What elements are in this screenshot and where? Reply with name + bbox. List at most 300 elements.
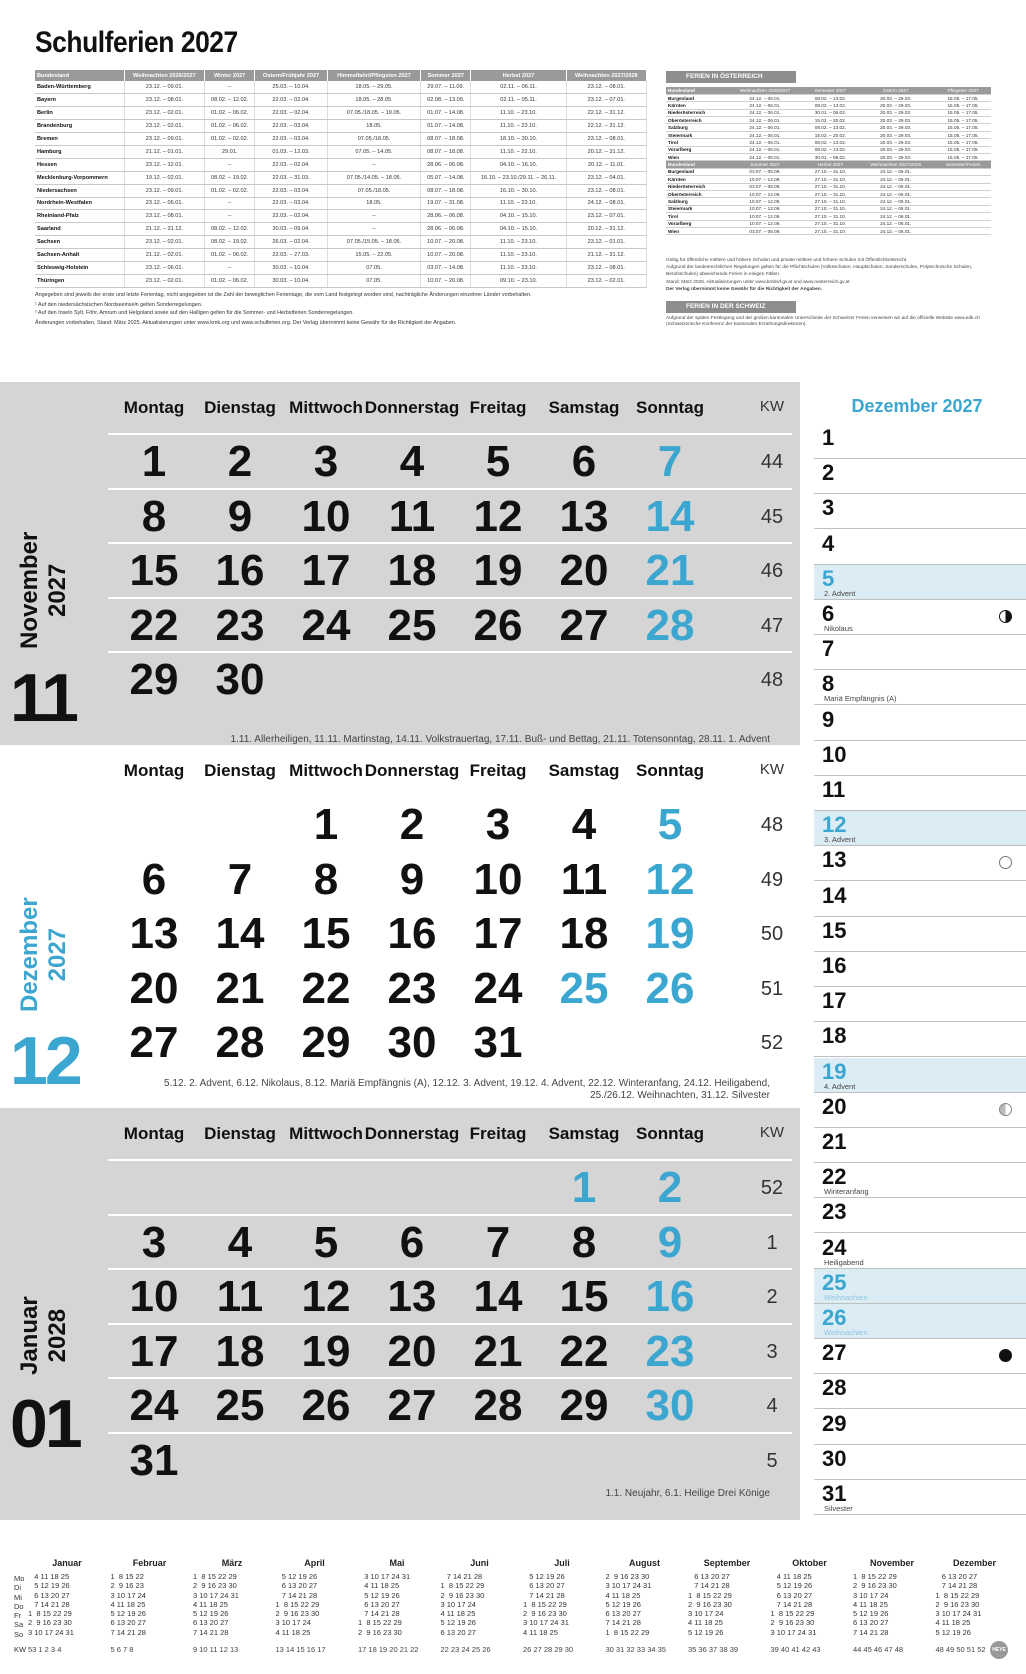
day-21: 21 xyxy=(473,1326,523,1376)
table-cell: 10.07. – 12.09. xyxy=(726,220,805,227)
december-day-row xyxy=(814,1269,1026,1304)
december-day-row xyxy=(814,1234,1026,1269)
weekday-header: Sonntag xyxy=(636,761,704,780)
table-cell: 20.03. – 29.03. xyxy=(856,94,935,101)
table-cell: 23.12. – 09.01. xyxy=(124,184,204,197)
day-27: 27 xyxy=(129,1018,179,1067)
december-day-number: 2 xyxy=(822,460,835,486)
mini-month-row: 7 14 21 28 xyxy=(28,1599,70,1609)
table-cell: 22.03. – 03.04. xyxy=(255,197,328,210)
day-3: 3 xyxy=(313,437,339,486)
table-cell: 24.12. – 06.01. xyxy=(726,109,805,116)
table-cell: 08.02. – 13.02. xyxy=(805,124,857,131)
austria-heading: FERIEN IN ÖSTERREICH xyxy=(666,71,796,83)
table-cell: 23.12. – 08.01. xyxy=(124,94,204,107)
mini-month-row: 5 12 19 26 xyxy=(110,1609,146,1619)
december-day-label: Winteranfang xyxy=(824,1187,869,1197)
december-day-row xyxy=(814,1480,1026,1515)
day-9: 9 xyxy=(657,1217,683,1267)
mini-month-row: 3 10 17 24 31 xyxy=(193,1590,239,1600)
december-day-number: 30 xyxy=(822,1445,847,1471)
month-year-text: 2027 xyxy=(44,563,71,618)
mini-month-row: 1 8 15 22 xyxy=(110,1572,144,1581)
row-divider xyxy=(108,1214,792,1216)
mini-month-row: 1 8 15 22 29 xyxy=(935,1590,980,1600)
mini-month-row: 3 10 17 24 xyxy=(440,1599,476,1609)
austria-note-1: Gültig für öffentliche mittlere und höhere Schulen und private mittlere und höhere Schulen mit Öffentlichkeitsrecht. xyxy=(666,258,908,263)
table-cell: Sachsen xyxy=(35,236,124,249)
table-cell: 08.02. – 12.02. xyxy=(205,223,255,236)
day-4: 4 xyxy=(399,437,425,486)
december-day-number: 4 xyxy=(822,530,835,556)
mini-month-row: 3 10 17 24 31 xyxy=(358,1572,411,1581)
table-cell: 08.07. – 18.08. xyxy=(421,184,471,197)
mini-month-row: 2 9 16 23 30 xyxy=(853,1581,897,1591)
week-number: 44 xyxy=(760,451,784,473)
day-31: 31 xyxy=(473,1018,523,1067)
mini-month-row: 4 11 18 25 xyxy=(688,1618,723,1628)
table-cell: 15.05. – 17.05. xyxy=(935,154,991,161)
day-27: 27 xyxy=(387,1381,437,1430)
weekday-header: Donnerstag xyxy=(364,1124,460,1143)
table-row xyxy=(35,223,647,236)
weekday-header: Dienstag xyxy=(204,761,276,780)
table-cell xyxy=(935,227,991,234)
table-cell: 22.12. – 31.12. xyxy=(566,120,646,133)
table-cell: 24.12. – 06.01. xyxy=(726,102,805,109)
day-19: 19 xyxy=(301,1326,351,1376)
mini-month-row: 4 11 18 25 xyxy=(110,1599,146,1609)
mini-month-kw: 53 1 2 3 4 xyxy=(28,1645,62,1654)
day-26: 26 xyxy=(301,1381,351,1430)
table-cell: 22.03. – 02.04. xyxy=(255,158,328,171)
table-cell: 07.05. – 14.05. xyxy=(327,145,420,158)
mini-month-row: 5 12 19 26 xyxy=(358,1590,400,1600)
december-day-row xyxy=(814,565,1026,600)
table-row xyxy=(666,109,991,116)
month-name xyxy=(16,897,72,1012)
table-cell: 10.07. – 12.09. xyxy=(726,205,805,212)
mini-month-row: 6 13 20 27 xyxy=(853,1618,889,1628)
table-cell: Niederösterreich xyxy=(666,109,726,116)
mini-month-row: 1 8 15 22 29 xyxy=(28,1609,72,1619)
december-day-label: 4. Advent xyxy=(824,1081,856,1091)
december-day-row xyxy=(814,1022,1026,1057)
day-9: 9 xyxy=(399,854,425,904)
table-cell: 15.02. – 20.02. xyxy=(805,131,857,138)
december-day-row xyxy=(814,1374,1026,1409)
mini-month-row: 6 13 20 27 xyxy=(28,1590,70,1600)
day-12: 12 xyxy=(473,491,523,541)
table-cell: 04.10. – 15.10. xyxy=(471,223,566,236)
table-cell: Steiermark xyxy=(666,205,726,212)
table-cell: 07.05. xyxy=(327,261,420,274)
table-cell: 11.10. – 23.10. xyxy=(471,261,566,274)
column-header: Weihnachten 2027/2028 xyxy=(566,70,646,81)
week-number: 45 xyxy=(760,505,784,528)
week-number: 1 xyxy=(766,1231,778,1254)
december-day-row xyxy=(814,1093,1026,1128)
mini-month-title: November xyxy=(869,1558,914,1568)
table-row xyxy=(35,249,647,262)
table-row xyxy=(666,124,991,131)
day-8: 8 xyxy=(141,491,167,541)
table-cell: 20.03. – 29.03. xyxy=(856,102,935,109)
kw-header: KW xyxy=(759,1124,785,1141)
table-cell: Nordrhein-Westfalen xyxy=(35,197,124,210)
year-weekday-label: Mi xyxy=(14,1592,22,1602)
last-quarter-moon-icon xyxy=(999,1103,1012,1116)
day-18: 18 xyxy=(559,909,609,958)
month-year-text: 2027 xyxy=(44,927,71,982)
december-day-number: 6 xyxy=(822,601,835,626)
table-cell: 02.11. – 05.11. xyxy=(471,94,566,107)
table-cell: 10.07. – 20.08. xyxy=(421,249,471,262)
day-9: 9 xyxy=(227,491,253,541)
table-row xyxy=(666,205,991,212)
year-weekday-label: Sa xyxy=(14,1620,24,1630)
day-3: 3 xyxy=(485,800,511,849)
mini-month-row: 2 9 16 23 30 xyxy=(523,1609,567,1619)
table-cell: 07.05./15.05. – 18.05. xyxy=(327,236,420,249)
mini-month-row: 5 12 19 26 xyxy=(440,1618,476,1628)
column-header: Sommer 2027 xyxy=(726,161,805,168)
day-8: 8 xyxy=(571,1217,597,1267)
day-28: 28 xyxy=(473,1381,523,1430)
day-5: 5 xyxy=(313,1217,339,1267)
table-cell: 27.10. – 31.10. xyxy=(805,205,857,212)
mini-month-kw: 9 10 11 12 13 xyxy=(193,1645,239,1654)
column-header: Weihnachten 2026/2027 xyxy=(726,87,805,94)
table-cell: 01.02. – 02.02. xyxy=(205,133,255,146)
december-day-row xyxy=(814,635,1026,670)
mini-month-kw: 5 6 7 8 xyxy=(110,1645,134,1654)
mini-month-row: 2 9 16 23 30 xyxy=(358,1627,402,1637)
mini-month-kw: 48 49 50 51 52 xyxy=(935,1645,986,1654)
column-header: Semester/Ferien xyxy=(935,161,991,168)
month-block-januar xyxy=(0,1108,800,1520)
mini-month-row: 4 11 18 25 xyxy=(358,1581,400,1591)
table-cell: 01.07. – 14.08. xyxy=(421,107,471,120)
table-cell: 20.03. – 29.03. xyxy=(856,117,935,124)
day-24: 24 xyxy=(129,1381,179,1430)
december-day-row xyxy=(814,811,1026,846)
holidays-note-4: Änderungen vorbehalten. Stand: März 2025. Aktualisierungen unter www.kmk.org und www.schulferien.org. Der Verlag übernimmt keine Gewähr für die Richtigkeit der Angaben. xyxy=(35,320,457,326)
row-divider xyxy=(108,1323,792,1325)
mini-month-title: Februar xyxy=(132,1558,167,1568)
mini-month-title: September xyxy=(703,1558,751,1568)
table-cell: Niedersachsen xyxy=(35,184,124,197)
day-8: 8 xyxy=(313,854,339,904)
table-cell: 11.10. – 23.10. xyxy=(471,236,566,249)
table-cell: 24.12. – 06.01. xyxy=(856,205,935,212)
table-cell: 24.12. – 06.01. xyxy=(856,168,935,175)
kw-header: KW xyxy=(759,398,785,415)
week-number: 4 xyxy=(766,1395,778,1417)
mini-month-title: Januar xyxy=(52,1558,82,1568)
table-cell: 20.12. – 31.12. xyxy=(566,223,646,236)
day-7: 7 xyxy=(485,1217,511,1267)
switzerland-heading: FERIEN IN DER SCHWEIZ xyxy=(666,301,796,313)
table-cell: 23.12. – 06.01. xyxy=(124,197,204,210)
table-row xyxy=(35,261,647,274)
table-row xyxy=(666,220,991,227)
mini-month-row: 1 8 15 22 29 xyxy=(275,1599,320,1609)
table-cell: Brandenburg xyxy=(35,120,124,133)
holiday-line: 1.1. Neujahr, 6.1. Heilige Drei Könige xyxy=(605,1488,770,1499)
row-divider xyxy=(108,488,792,490)
day-4: 4 xyxy=(571,800,597,849)
day-19: 19 xyxy=(645,909,695,958)
mini-month-row: 5 12 19 26 xyxy=(935,1627,971,1637)
table-cell: 27.10. – 31.10. xyxy=(805,220,857,227)
december-day-row xyxy=(814,1410,1026,1445)
year-kw-label: KW xyxy=(14,1645,27,1654)
table-cell: 11.10. – 23.10. xyxy=(471,197,566,210)
table-cell: 25.03. – 10.04. xyxy=(255,81,328,94)
mini-month-row: 4 11 18 25 xyxy=(523,1627,558,1637)
table-cell: 01.03. – 12.03. xyxy=(255,145,328,158)
mini-month-row: 4 11 18 25 xyxy=(193,1599,228,1609)
table-cell: 20.03. – 29.03. xyxy=(856,131,935,138)
holiday-line: 5.12. 2. Advent, 6.12. Nikolaus, 8.12. Mariä Empfängnis (A), 12.12. 3. Advent, 19.12. 4. Advent, 22.12. Winteranfang, 24.12. Heiligabend, 25./26.12. Weihnachten, 31.12. Silvester xyxy=(164,1078,770,1101)
table-cell: 21.12. – 01.01. xyxy=(124,145,204,158)
page-title: Schulferien 2027 xyxy=(35,26,238,59)
table-cell: 24.12. – 06.01. xyxy=(856,190,935,197)
december-day-number: 13 xyxy=(822,847,847,873)
table-cell: Rheinland-Pfalz xyxy=(35,210,124,223)
table-cell: Saarland xyxy=(35,223,124,236)
table-cell: 30.01. – 06.02. xyxy=(805,109,857,116)
table-cell: Baden-Württemberg xyxy=(35,81,124,94)
mini-month-row: 4 11 18 25 xyxy=(853,1599,888,1609)
mini-month-row: 6 13 20 27 xyxy=(605,1609,641,1619)
december-day-label: Mariä Empfängnis (A) xyxy=(824,694,897,704)
table-cell: 27.10. – 31.10. xyxy=(805,176,857,183)
mini-month-title: Juli xyxy=(554,1558,570,1568)
table-cell: 23.12. – 02.01. xyxy=(566,274,646,287)
table-cell: Burgenland xyxy=(666,168,726,175)
december-day-row xyxy=(814,1339,1026,1374)
day-15: 15 xyxy=(129,546,179,595)
december-day-number: 7 xyxy=(822,636,835,662)
table-cell: 15.05. – 17.05. xyxy=(935,146,991,153)
table-row xyxy=(666,227,991,234)
day-23: 23 xyxy=(645,1326,695,1376)
table-row xyxy=(35,120,647,133)
december-day-row xyxy=(814,882,1026,917)
publisher-logo: HEYE xyxy=(990,1641,1008,1659)
row-divider xyxy=(108,542,792,544)
mini-month-title: Oktober xyxy=(792,1558,827,1568)
day-14: 14 xyxy=(215,909,265,958)
mini-month-title: August xyxy=(629,1558,660,1568)
mini-month-row: 5 12 19 26 xyxy=(688,1627,724,1637)
december-day-row xyxy=(814,952,1026,987)
mini-month-row: 6 13 20 27 xyxy=(193,1618,229,1628)
december-day-row xyxy=(814,1198,1026,1233)
table-cell xyxy=(935,183,991,190)
row-divider xyxy=(108,1377,792,1379)
month-number: 01 xyxy=(10,1386,80,1462)
table-cell: Salzburg xyxy=(666,198,726,205)
table-cell: 16.10. – 23.10./29.11. – 26.11. xyxy=(471,171,566,184)
full-moon-icon xyxy=(999,856,1012,869)
table-row xyxy=(35,184,647,197)
austria-holidays-table xyxy=(666,87,991,235)
weekday-header: Samstag xyxy=(548,398,620,417)
day-25: 25 xyxy=(387,600,437,650)
weekday-header: Freitag xyxy=(469,761,527,780)
day-2: 2 xyxy=(657,1163,683,1212)
december-day-row xyxy=(814,459,1026,494)
table-cell: 20.03. – 29.03. xyxy=(856,109,935,116)
table-cell: 10.07. – 20.08. xyxy=(421,274,471,287)
table-cell: 01.07. – 14.08. xyxy=(421,120,471,133)
mini-month-row: 3 10 17 24 31 xyxy=(935,1609,982,1619)
mini-month-row: 3 10 17 24 31 xyxy=(605,1581,652,1591)
december-day-number: 9 xyxy=(822,706,835,732)
table-cell xyxy=(935,213,991,220)
table-cell: 27.10. – 31.10. xyxy=(805,190,857,197)
table-row xyxy=(35,171,647,184)
column-header: Bundesland xyxy=(35,70,124,81)
table-header xyxy=(35,70,647,81)
mini-month-row: 5 12 19 26 xyxy=(523,1572,565,1581)
row-divider xyxy=(108,851,792,853)
table-cell: 15.05. – 17.05. xyxy=(935,124,991,131)
table-cell xyxy=(935,198,991,205)
day-24: 24 xyxy=(301,600,351,650)
day-16: 16 xyxy=(387,909,437,958)
table-row xyxy=(666,117,991,124)
week-number: 49 xyxy=(760,868,784,891)
table-cell: – xyxy=(327,158,420,171)
december-day-column xyxy=(808,382,1026,1520)
table-cell: 27.10. – 31.10. xyxy=(805,198,857,205)
day-2: 2 xyxy=(227,437,253,486)
table-cell: 20.03. – 29.03. xyxy=(856,139,935,146)
december-day-number: 19 xyxy=(822,1058,847,1084)
table-cell: 23.12. – 08.01. xyxy=(124,210,204,223)
table-cell: 24.12. – 06.01. xyxy=(726,131,805,138)
day-17: 17 xyxy=(301,546,351,595)
table-row xyxy=(35,107,647,120)
table-cell: 08.02. – 19.02. xyxy=(205,171,255,184)
december-day-row xyxy=(814,670,1026,705)
table-cell: Vorarlberg xyxy=(666,146,726,153)
day-20: 20 xyxy=(387,1326,437,1376)
first-quarter-moon-icon xyxy=(999,610,1012,623)
holiday-line: 1.11. Allerheiligen, 11.11. Martinstag, 14.11. Volkstrauertag, 17.11. Buß- und Bettag, 21.11. Totensonntag, 28.11. 1. Advent xyxy=(230,734,770,745)
table-cell: Burgenland xyxy=(666,94,726,101)
table-cell: 15.05. – 17.05. xyxy=(935,102,991,109)
mini-month-row: 1 8 15 22 29 xyxy=(770,1609,815,1619)
table-cell: 01.02. – 06.02. xyxy=(205,274,255,287)
day-25: 25 xyxy=(215,1381,265,1430)
month-name-text: November xyxy=(16,531,43,649)
day-23: 23 xyxy=(215,600,265,650)
day-29: 29 xyxy=(559,1381,609,1430)
table-cell xyxy=(935,176,991,183)
column-header: Weihnachten 2027/2028 xyxy=(856,161,935,168)
table-row xyxy=(666,154,991,161)
mini-month-row: 1 8 15 22 29 xyxy=(853,1572,897,1581)
december-day-label: Nikolaus xyxy=(824,624,853,633)
mini-month-august xyxy=(605,1558,684,1654)
day-14: 14 xyxy=(645,491,695,541)
table-cell: 04.10. – 15.10. xyxy=(471,210,566,223)
weekday-header: Donnerstag xyxy=(364,761,460,780)
mini-month-row: 7 14 21 28 xyxy=(358,1609,400,1619)
table-cell: 26.03. – 02.04. xyxy=(255,236,328,249)
table-cell: 08.02. – 13.02. xyxy=(805,94,857,101)
table-cell: Hessen xyxy=(35,158,124,171)
day-18: 18 xyxy=(215,1326,265,1376)
day-6: 6 xyxy=(571,437,597,486)
table-cell: – xyxy=(205,81,255,94)
december-day-row xyxy=(814,530,1026,565)
table-cell: 20.03. – 29.03. xyxy=(856,154,935,161)
day-7: 7 xyxy=(657,437,683,486)
december-day-number: 12 xyxy=(822,812,847,838)
column-header: Bundesland xyxy=(666,87,726,94)
mini-month-row: 4 11 18 25 xyxy=(605,1590,641,1600)
weekday-header: Sonntag xyxy=(636,1124,704,1143)
day-1: 1 xyxy=(313,800,339,849)
december-day-number: 29 xyxy=(822,1410,847,1436)
day-22: 22 xyxy=(301,963,351,1013)
year-weekday-label: Mo xyxy=(14,1574,25,1583)
austria-note-4: Stand: März 2025. Aktualisierungen unter www.bmbwf.gv.at und www.oesterreich.gv.at xyxy=(666,280,850,285)
table-cell: 08.07. – 18.08. xyxy=(421,133,471,146)
mini-month-kw: 35 36 37 38 39 xyxy=(688,1645,739,1654)
mini-month-title: Juni xyxy=(470,1558,489,1568)
day-29: 29 xyxy=(301,1018,351,1067)
mini-month-row: 1 8 15 22 29 xyxy=(358,1618,402,1628)
mini-month-row: 5 12 19 26 xyxy=(28,1581,70,1591)
mini-month-row: 6 13 20 27 xyxy=(523,1581,565,1591)
table-cell: 23.12. – 09.01. xyxy=(124,133,204,146)
december-day-number: 5 xyxy=(822,565,835,591)
mini-month-row: 2 9 16 23 30 xyxy=(605,1572,650,1581)
mini-month-row: 2 9 16 23 30 xyxy=(688,1599,732,1609)
school-holidays-section xyxy=(0,0,1026,382)
mini-month-row: 2 9 16 23 30 xyxy=(275,1609,320,1619)
table-cell: 16.10. – 30.10. xyxy=(471,184,566,197)
december-day-row xyxy=(814,1304,1026,1339)
mini-month-row: 1 8 15 22 29 xyxy=(605,1627,650,1637)
december-day-row xyxy=(814,846,1026,881)
weekday-header: Samstag xyxy=(548,1124,620,1143)
december-day-label: Weihnachten xyxy=(824,1292,868,1302)
mini-month-row: 4 11 18 25 xyxy=(770,1572,812,1581)
table-cell: 23.12. – 06.01. xyxy=(124,261,204,274)
table-cell: 10.07. – 12.09. xyxy=(726,198,805,205)
mini-month-september xyxy=(688,1558,766,1654)
december-day-number: 31 xyxy=(822,1481,847,1506)
december-day-label: Weihnachten xyxy=(824,1328,868,1337)
table-cell: – xyxy=(327,210,420,223)
weekday-header: Montag xyxy=(123,761,185,780)
table-cell: Hamburg xyxy=(35,145,124,158)
month-name-text: Januar xyxy=(16,1296,43,1375)
day-16: 16 xyxy=(645,1272,695,1321)
table-cell: Wien xyxy=(666,154,726,161)
day-12: 12 xyxy=(301,1272,351,1321)
table-cell: 02.08. – 13.09. xyxy=(421,94,471,107)
mini-month-oktober xyxy=(770,1558,849,1654)
